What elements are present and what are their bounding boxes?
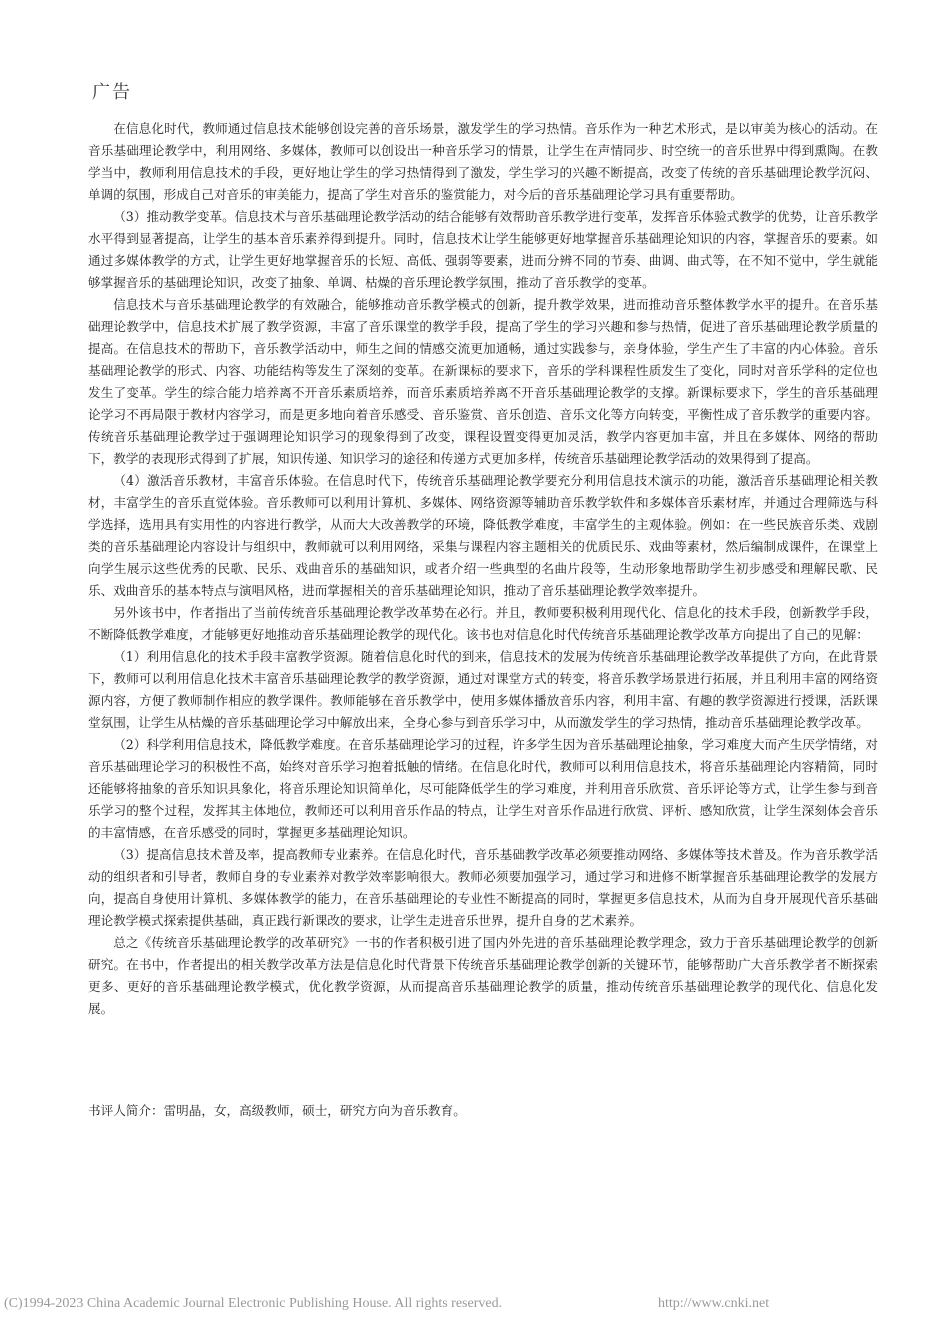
- paragraph: （1）利用信息化的技术手段丰富教学资源。随着信息化时代的到来，信息技术的发展为传统音乐基础理论教学改革提供了方向，在此背景下，教师可以利用信息化技术丰富音乐基础理论教学的教学资源，通过对课堂方式的转变，将音乐教学场景进行拓展，并且利用丰富的网络资源内容，方便了教师制作相应的教学课件。教师能够在音乐教学中，使用多媒体播放音乐内容，利用丰富、有趣的教学资源进行授课，活跃课堂氛围，让学生从枯燥的音乐基础理论学习中解放出来，全身心参与到音乐学习中，从而激发学生的学习热情，推动音乐基础理论教学改革。: [88, 649, 878, 730]
- paragraph: （3）推动教学变革。信息技术与音乐基础理论教学活动的结合能够有效帮助音乐教学进行变革，发挥音乐体验式教学的优势，让音乐教学水平得到显著提高，让学生的基本音乐素养得到提升。同时，信息技术让学生能够更好地掌握音乐基础理论知识的内容，掌握音乐的要素。如通过多媒体教学的方式，让学生更好地掌握音乐的长短、高低、强弱等要素，进而分辨不同的节奏、曲调、曲式等，在不知不觉中，学生就能够掌握音乐的基础理论知识，改变了抽象、单调、枯燥的音乐理论教学氛围，推动了音乐教学的变革。: [88, 209, 878, 290]
- paragraph: 另外该书中，作者指出了当前传统音乐基础理论教学改革势在必行。并且，教师要积极利用现代化、信息化的技术手段，创新教学手段，不断降低教学难度，才能够更好地推动音乐基础理论教学的现代化。该书也对信息化时代传统音乐基础理论教学改革方向提出了自己的见解：: [88, 605, 878, 642]
- paragraph: （3）提高信息技术普及率，提高教师专业素养。在信息化时代，音乐基础教学改革必须要推动网络、多媒体等技术普及。作为音乐教学活动的组织者和引导者，教师自身的专业素养对教学效率影响很大。教师必须要加强学习，通过学习和进修不断掌握音乐基础理论教学的发展方向，提高自身使用计算机、多媒体教学的能力，在音乐基础理论的专业性不断提高的同时，掌握更多信息技术，从而为自身开展现代音乐基础理论教学模式探索提供基础，真正践行新课改的要求，让学生走进音乐世界，提升自身的艺术素养。: [88, 847, 878, 928]
- footer-url[interactable]: http://www.cnki.net: [658, 1296, 770, 1311]
- article-body: [88, 118, 878, 1020]
- paragraph: （4）激活音乐教材，丰富音乐体验。在信息时代下，传统音乐基础理论教学要充分利用信息技术演示的功能，激活音乐基础理论相关教材，丰富学生的音乐直觉体验。音乐教师可以利用计算机、多媒体、网络资源等辅助音乐教学软件和多媒体音乐素材库，并通过合理筛选与科学选择，选用具有实用性的内容进行教学，从而大大改善教学的环境，降低教学难度，丰富学生的主观体验。例如：在一些民族音乐类、戏剧类的音乐基础理论内容设计与组织中，教师就可以利用网络，采集与课程内容主题相关的优质民乐、戏曲等素材，然后编制成课件，在课堂上向学生展示这些优秀的民歌、民乐、戏曲音乐的基础知识，或者介绍一些典型的名曲片段等，生动形象地帮助学生初步感受和理解民歌、民乐、戏曲音乐的基本特点与演唱风格，进而掌握相关的音乐基础理论知识，推动了音乐基础理论教学效率提升。: [88, 473, 878, 598]
- section-header: 广告: [92, 82, 132, 103]
- paragraph: 信息技术与音乐基础理论教学的有效融合，能够推动音乐教学模式的创新，提升教学效果，进而推动音乐整体教学水平的提升。在音乐基础理论教学中，信息技术扩展了教学资源，丰富了音乐课堂的教学手段，提高了学生的学习兴趣和参与热情，促进了音乐基础理论教学质量的提高。在信息技术的帮助下，音乐教学活动中，师生之间的情感交流更加通畅，通过实践参与，亲身体验，学生产生了丰富的内心体验。音乐基础理论教学的形式、内容、功能结构等发生了深刻的变革。在新课标的要求下，音乐的学科课程性质发生了变化，同时对音乐学科的定位也发生了变革。学生的综合能力培养离不开音乐素质培养，而音乐素质培养离不开音乐基础理论教学的支撑。新课标要求下，学生的音乐基础理论学习不再局限于教材内容学习，而是更多地向着音乐感受、音乐鉴赏、音乐创造、音乐文化等方向转变，平衡性成了音乐教学的重要内容。传统音乐基础理论教学过于强调理论知识学习的现象得到了改变，课程设置变得更加灵活，教学内容更加丰富，并且在多媒体、网络的帮助下，教学的表现形式得到了扩展，知识传递、知识学习的途径和传递方式更加多样，传统音乐基础理论教学活动的效果得到了提高。: [88, 297, 878, 466]
- paragraph: （2）科学利用信息技术，降低教学难度。在音乐基础理论学习的过程，许多学生因为音乐基础理论抽象，学习难度大而产生厌学情绪，对音乐基础理论学习的积极性不高，始终对音乐学习抱着抵触的情绪。在信息化时代，教师可以利用信息技术，将音乐基础理论内容精简，同时还能够将抽象的音乐知识具象化，将音乐理论知识简单化，尽可能降低学生的学习难度，并利用音乐欣赏、音乐评论等方式，让学生参与到音乐学习的整个过程，发挥其主体地位，教师还可以利用音乐作品的特点，让学生对音乐作品进行欣赏、评析、感知欣赏，让学生深刻体会音乐的丰富情感，在音乐感受的同时，掌握更多基础理论知识。: [88, 737, 878, 840]
- reviewer-bio: 书评人简介：雷明晶，女，高级教师，硕士，研究方向为音乐教育。: [88, 1103, 466, 1118]
- copyright-notice: (C)1994-2023 China Academic Journal Electronic Publishing House. All rights reserved.: [4, 1296, 503, 1311]
- paragraph: 总之《传统音乐基础理论教学的改革研究》一书的作者积极引进了国内外先进的音乐基础理论教学理念，致力于音乐基础理论教学的创新研究。在书中，作者提出的相关教学改革方法是信息化时代背景下传统音乐基础理论教学创新的关键环节，能够帮助广大音乐教学者不断探索更多、更好的音乐基础理论教学模式，优化教学资源，从而提高音乐基础理论教学的质量，推动传统音乐基础理论教学的现代化、信息化发展。: [88, 935, 878, 1016]
- paragraph: 在信息化时代，教师通过信息技术能够创设完善的音乐场景，激发学生的学习热情。音乐作为一种艺术形式，是以审美为核心的活动。在音乐基础理论教学中，利用网络、多媒体，教师可以创设出一种音乐学习的情景，让学生在声情同步、时空统一的音乐世界中得到熏陶。在教学当中，教师利用信息技术的手段，更好地让学生的学习热情得到了激发，学生学习的兴趣不断提高，改变了传统的音乐基础理论教学沉闷、单调的氛围，形成自己对音乐的审美能力，提高了学生对音乐的鉴赏能力，对今后的音乐基础理论学习具有重要帮助。: [88, 121, 878, 202]
